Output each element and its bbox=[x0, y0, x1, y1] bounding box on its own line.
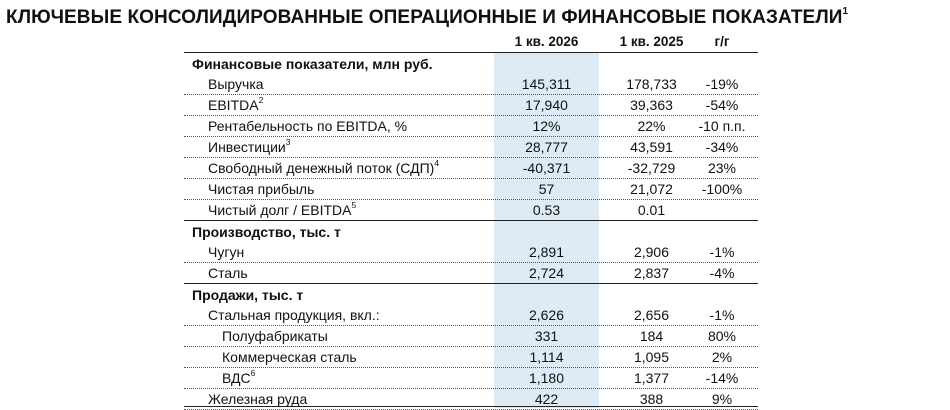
value-yoy-change: 80% bbox=[707, 328, 737, 344]
value-yoy-change: -54% bbox=[705, 97, 739, 113]
row-label: Коммерческая сталь bbox=[222, 349, 357, 365]
value-prior-quarter: -32,729 bbox=[627, 160, 676, 176]
value-prior-quarter: 2,656 bbox=[633, 307, 670, 323]
row-label: Чугун bbox=[208, 244, 245, 260]
section-title: Продажи, тыс. т bbox=[192, 287, 304, 303]
row-label: Сталь bbox=[208, 265, 248, 281]
value-prior-quarter: 184 bbox=[639, 328, 664, 344]
value-yoy-change: -19% bbox=[705, 76, 739, 92]
value-yoy-change: -1% bbox=[709, 244, 735, 260]
row-label: EBITDA$^2$ bbox=[208, 95, 264, 113]
footnote-mark: 2 bbox=[258, 95, 264, 105]
table-row bbox=[184, 325, 758, 347]
value-yoy-change: -100% bbox=[701, 181, 743, 197]
value-yoy-change: -34% bbox=[705, 139, 739, 155]
value-yoy-change: -1% bbox=[709, 307, 735, 323]
row-label: Стальная продукция, вкл.: bbox=[208, 307, 380, 323]
value-prior-quarter: 388 bbox=[639, 391, 664, 407]
table-row bbox=[184, 115, 758, 137]
column-header-yoy-change: г/г bbox=[714, 34, 730, 49]
value-prior-quarter: 2,906 bbox=[633, 244, 670, 260]
row-label: Выручка bbox=[208, 76, 264, 92]
page-title: КЛЮЧЕВЫЕ КОНСОЛИДИРОВАННЫЕ ОПЕРАЦИОННЫЕ И ФИНАНСОВЫЕ ПОКАЗАТЕЛИ$^1$ bbox=[6, 6, 849, 28]
title-footnote-mark: 1 bbox=[842, 6, 849, 17]
table-row bbox=[184, 262, 758, 284]
row-label: Рентабельность по EBITDA, % bbox=[208, 118, 408, 134]
value-prior-quarter: 21,072 bbox=[630, 181, 673, 197]
footnote-mark: 6 bbox=[250, 368, 256, 378]
value-current-quarter: 12% bbox=[532, 118, 561, 134]
row-label: Полуфабрикаты bbox=[222, 328, 328, 344]
value-prior-quarter: 1,377 bbox=[633, 370, 670, 386]
value-current-quarter: 17,940 bbox=[525, 97, 568, 113]
value-prior-quarter: 43,591 bbox=[630, 139, 673, 155]
table-row bbox=[184, 199, 758, 221]
value-prior-quarter: 178,733 bbox=[626, 76, 677, 92]
value-current-quarter: -40,371 bbox=[522, 160, 571, 176]
value-yoy-change: 23% bbox=[707, 160, 737, 176]
row-label: ВДС$^6$ bbox=[222, 368, 256, 386]
section-title: Финансовые показатели, млн руб. bbox=[192, 56, 433, 72]
value-prior-quarter: 22% bbox=[637, 118, 666, 134]
section-title: Производство, тыс. т bbox=[192, 224, 341, 240]
value-current-quarter: 331 bbox=[534, 328, 559, 344]
footnote-mark: 4 bbox=[434, 158, 440, 168]
table-row bbox=[184, 94, 758, 116]
value-yoy-change: -14% bbox=[705, 370, 739, 386]
value-current-quarter: 1,180 bbox=[528, 370, 565, 386]
table-row bbox=[184, 367, 758, 389]
value-prior-quarter: 39,363 bbox=[630, 97, 673, 113]
value-current-quarter: 145,311 bbox=[521, 76, 572, 92]
section-header-row bbox=[184, 283, 758, 305]
table-row bbox=[184, 136, 758, 158]
value-current-quarter: 1,114 bbox=[529, 349, 564, 365]
value-prior-quarter: 1,095 bbox=[633, 349, 670, 365]
table-bottom-border bbox=[184, 406, 758, 407]
value-current-quarter: 2,891 bbox=[528, 244, 565, 260]
value-current-quarter: 28,777 bbox=[525, 139, 568, 155]
value-current-quarter: 0.53 bbox=[532, 202, 561, 218]
column-header-current-quarter: 1 кв. 2026 bbox=[514, 34, 579, 49]
section-header-row bbox=[184, 52, 758, 74]
table-row bbox=[184, 304, 758, 326]
value-prior-quarter: 2,837 bbox=[633, 265, 670, 281]
footnote-mark: 5 bbox=[351, 200, 357, 210]
section-header-row bbox=[184, 220, 758, 242]
row-label: Железная руда bbox=[208, 391, 308, 407]
value-yoy-change: 9% bbox=[711, 391, 733, 407]
row-label: Чистый долг / EBITDA$^5$ bbox=[208, 200, 357, 218]
value-current-quarter: 2,626 bbox=[528, 307, 565, 323]
value-current-quarter: 57 bbox=[538, 181, 555, 197]
value-current-quarter: 2,724 bbox=[528, 265, 565, 281]
table-row bbox=[184, 178, 758, 200]
table-row bbox=[184, 157, 758, 179]
footnote-mark: 3 bbox=[285, 137, 291, 147]
value-yoy-change: 2% bbox=[711, 349, 733, 365]
column-header-prior-quarter: 1 кв. 2025 bbox=[619, 34, 684, 49]
value-yoy-change: -4% bbox=[709, 265, 735, 281]
table-row bbox=[184, 346, 758, 368]
value-current-quarter: 422 bbox=[534, 391, 559, 407]
value-prior-quarter: 0.01 bbox=[637, 202, 666, 218]
row-label: Свободный денежный поток (СДП)$^4$ bbox=[208, 158, 440, 176]
table-row bbox=[184, 73, 758, 95]
row-label: Инвестиции$^3$ bbox=[208, 137, 291, 155]
row-label: Чистая прибыль bbox=[208, 181, 315, 197]
table-row bbox=[184, 241, 758, 263]
value-yoy-change: -10 п.п. bbox=[698, 118, 746, 134]
